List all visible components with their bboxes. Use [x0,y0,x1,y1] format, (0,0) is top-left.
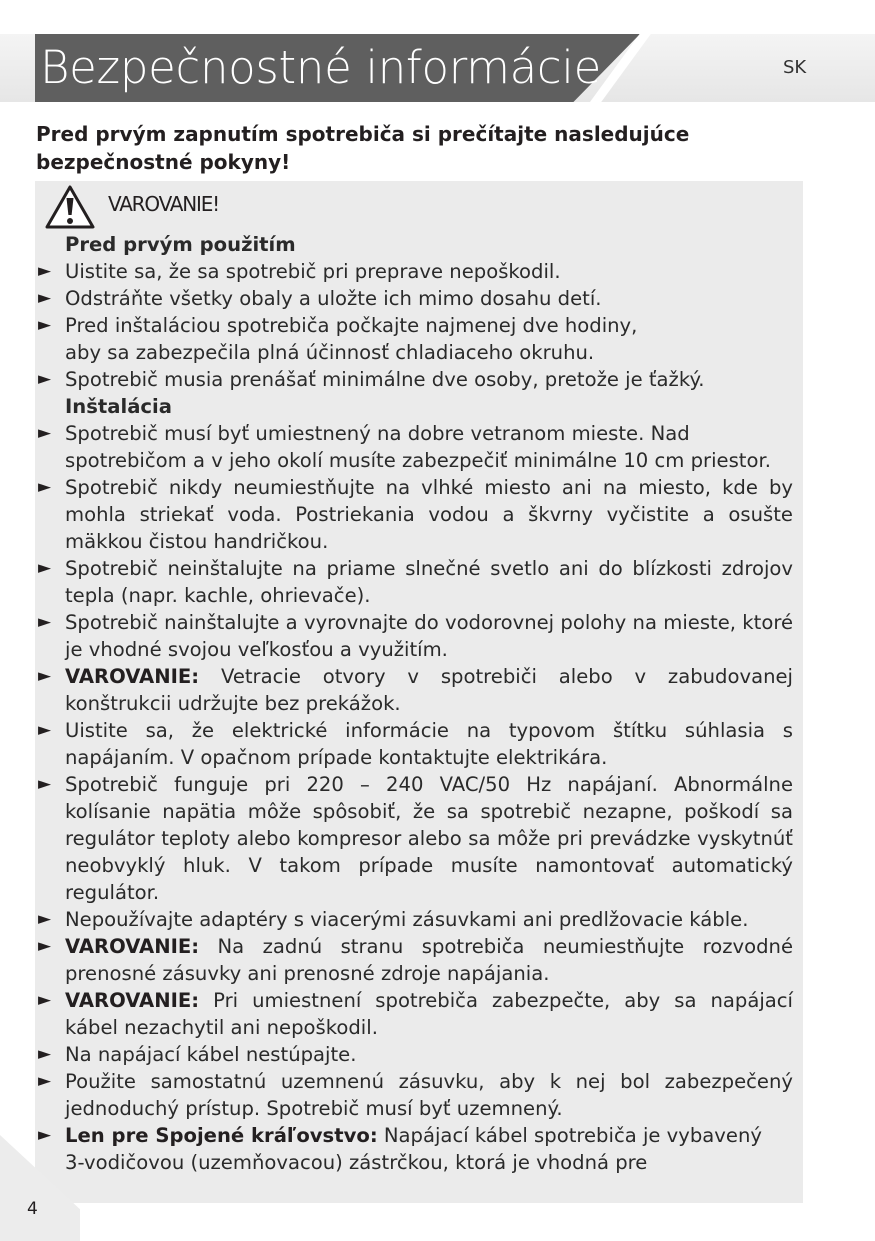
bullet-arrow-icon: ► [38,369,52,389]
page-title: Bezpečnostné informácie [40,41,601,94]
warning-prefix: VAROVANIE: [65,935,200,958]
list-item: ► Spotrebič musí byť umiestnený na dobre vetranom mieste. Nad spotrebičom a v jeho okolí musíte zabezpečiť minimálne 10 cm priestor. [38,422,771,472]
list-item: ► VAROVANIE: Na zadnú stranu spotrebiča neumiestňujte rozvodné prenosné zásuvky ani prenosné zdroje napájania. [38,935,793,985]
warning-triangle-icon [44,184,96,230]
uk-only-prefix: Len pre Spojené kráľovstvo: [65,1124,378,1147]
warning-prefix: VAROVANIE: [65,665,200,688]
bullet-arrow-icon: ► [38,666,52,686]
list-item: ► Len pre Spojené kráľovstvo: Napájací kábel spotrebiča je vybavený 3-vodičovou (uzemňovacou) zástrčkou, ktorá je vhodná pre [38,1124,762,1174]
bullet-arrow-icon: ► [38,477,52,497]
list-item: ► Spotrebič neinštalujte na priame slnečné svetlo ani do blízkosti zdrojov tepla (napr. kachle, ohrievače). [38,557,793,607]
bullet-arrow-icon: ► [38,261,52,281]
list-item: ► VAROVANIE: Pri umiestnení spotrebiča zabezpečte, aby sa napájací kábel nezachytil ani nepoškodil. [38,989,793,1039]
bullet-arrow-icon: ► [38,1071,52,1091]
bullet-arrow-icon: ► [38,1125,52,1145]
bullet-arrow-icon: ► [38,1044,52,1064]
list-item: ► Na napájací kábel nestúpajte. [38,1043,357,1066]
list-item: ► Spotrebič funguje pri 220 – 240 VAC/50 Hz napájaní. Abnormálne kolísanie napätia môže spôsobiť, že sa spotrebič nezapne, poškodí sa regulátor teploty alebo kompresor alebo sa môže pri prevádzke vyskytnúť neobvyklý hluk. V takom prípade musíte namontovať automatický regulátor. [38,773,793,904]
list-item: ► Odstráňte všetky obaly a uložte ich mimo dosahu detí. [38,287,602,310]
bullet-arrow-icon: ► [38,990,52,1010]
safety-content [36,231,793,1176]
list-item: ► Uistite sa, že sa spotrebič pri preprave nepoškodil. [38,260,561,283]
list-item: ► VAROVANIE: Vetracie otvory v spotrebiči alebo v zabudovanej konštrukcii udržujte bez prekážok. [38,665,793,715]
list-item: ► Spotrebič musia prenášať minimálne dve osoby, pretože je ťažký. [38,368,705,391]
bullet-arrow-icon: ► [38,423,52,443]
bullet-arrow-icon: ► [38,720,52,740]
list-item: ► Uistite sa, že elektrické informácie na typovom štítku súhlasia s napájaním. V opačnom prípade kontaktujte elektrikára. [38,719,793,769]
section-title-installation: Inštalácia [65,395,172,418]
language-code: SK [783,57,807,78]
warning-prefix: VAROVANIE: [65,989,200,1012]
bullet-arrow-icon: ► [38,288,52,308]
list-item: ► Nepoužívajte adaptéry s viacerými zásuvkami ani predlžovacie káble. [38,908,749,931]
bullet-arrow-icon: ► [38,315,52,335]
page-number: 4 [27,1199,38,1219]
bullet-arrow-icon: ► [38,558,52,578]
list-item: ► Spotrebič nikdy neumiestňujte na vlhké miesto ani na miesto, kde by mohla striekať voda. Postriekania vodou a škvrny vyčistite a osušte mäkkou čistou handričkou. [38,476,793,553]
list-item: ► Použite samostatnú uzemnenú zásuvku, aby k nej bol zabezpečený jednoduchý prístup. Spotrebič musí byť uzemnený. [38,1070,793,1120]
warning-label: VAROVANIE! [108,192,219,216]
bullet-arrow-icon: ► [38,936,52,956]
list-item: ► Pred inštaláciou spotrebiča počkajte najmenej dve hodiny, aby sa zabezpečila plná účinnosť chladiaceho okruhu. [38,314,638,364]
section-title-first-use: Pred prvým použitím [65,233,296,256]
bullet-arrow-icon: ► [38,774,52,794]
bullet-arrow-icon: ► [38,909,52,929]
intro-text: Pred prvým zapnutím spotrebiča si prečítajte nasledujúce bezpečnostné pokyny! [36,122,690,174]
bullet-arrow-icon: ► [38,612,52,632]
list-item: ► Spotrebič nainštalujte a vyrovnajte do vodorovnej polohy na mieste, ktoré je vhodné svojou veľkosťou a využitím. [38,611,793,661]
